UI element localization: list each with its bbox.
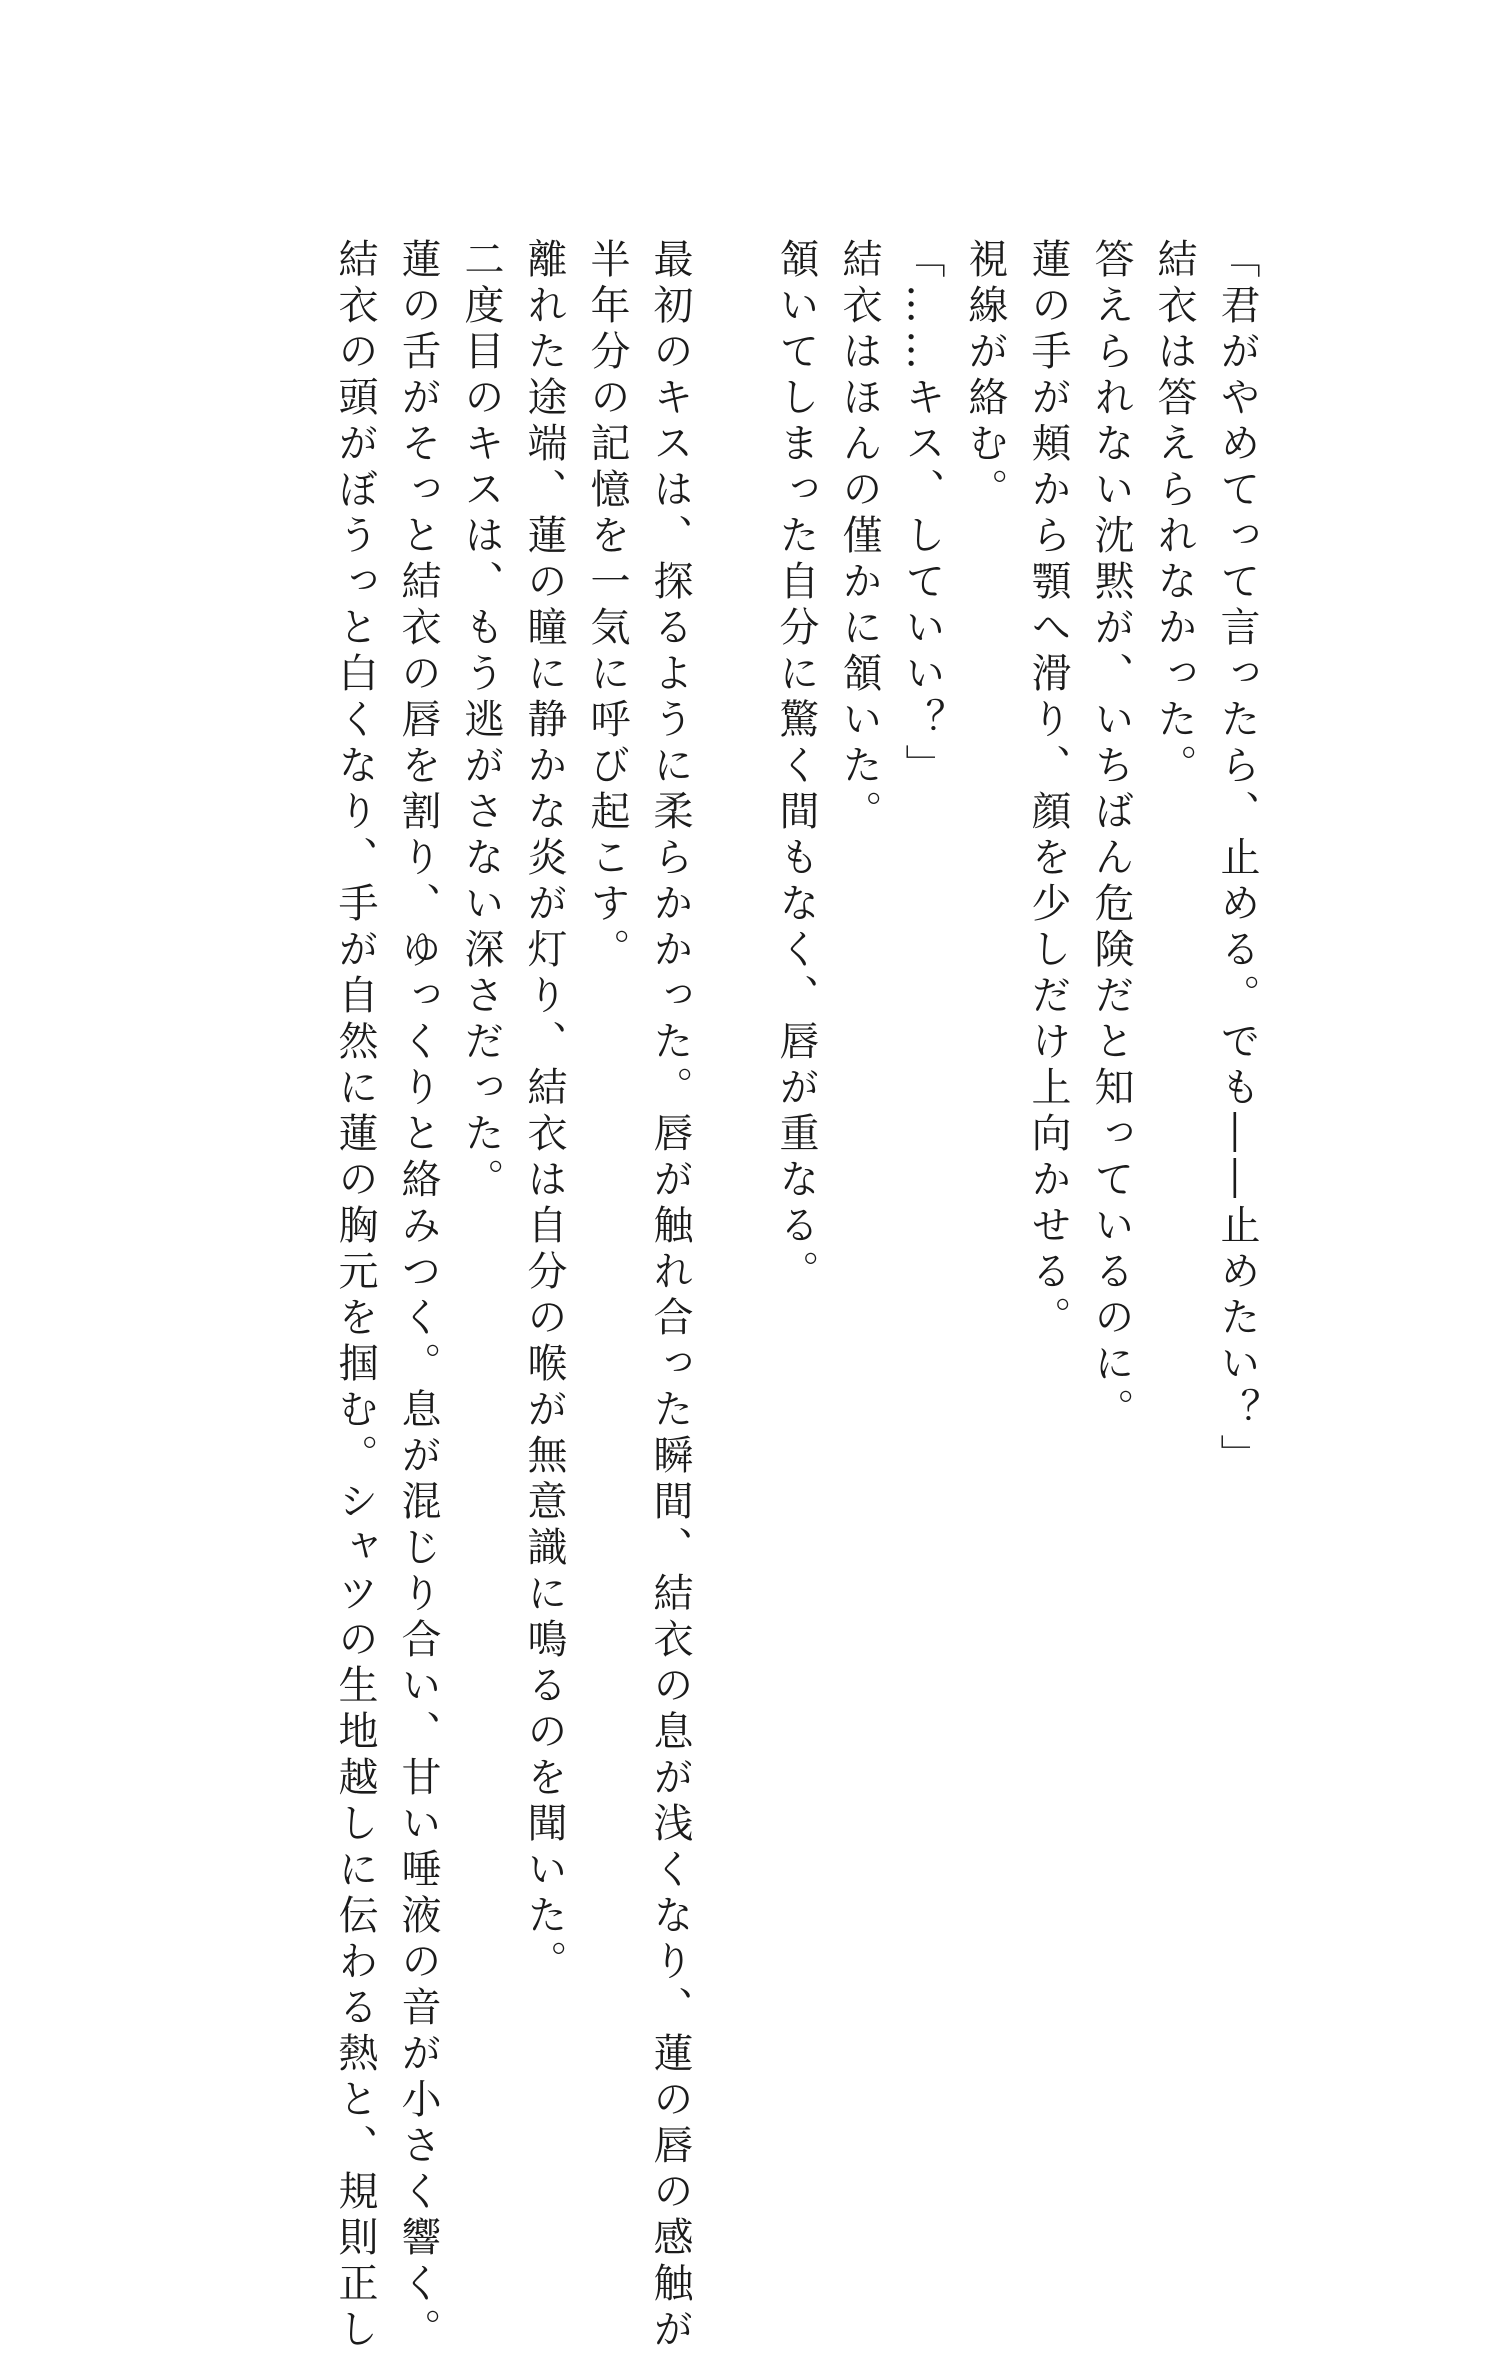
text-line: 最初のキスは、探るように柔らかかった。唇が触れ合った瞬間、結衣の息が浅くなり、蓮の唇の感触が	[647, 238, 693, 2354]
paragraph-break	[701, 238, 764, 1798]
text-line: 視線が絡む。	[962, 238, 1008, 514]
text-line: 結衣の頭がぼうっと白くなり、手が自然に蓮の胸元を掴む。シャツの生地越しに伝わる熱と、規則正し	[332, 238, 378, 2354]
text-line: 結衣は答えられなかった。	[1151, 238, 1197, 790]
text-line: 「君がやめてって言ったら、止める。でも――止めたい？」	[1214, 238, 1260, 1480]
text-line: 結衣はほんの僅かに頷いた。	[836, 238, 882, 836]
text-line: 答えられない沈黙が、いちばん危険だと知っているのに。	[1088, 238, 1134, 1434]
text-line: 半年分の記憶を一気に呼び起こす。	[584, 238, 630, 974]
text-line: 蓮の手が頬から顎へ滑り、顔を少しだけ上向かせる。	[1025, 238, 1071, 1342]
text-line: 蓮の舌がそっと結衣の唇を割り、ゆっくりと絡みつく。息が混じり合い、甘い唾液の音が小さく響く。	[395, 238, 441, 2354]
text-line: 離れた途端、蓮の瞳に静かな炎が灯り、結衣は自分の喉が無意識に鳴るのを聞いた。	[521, 238, 567, 1986]
text-line: 頷いてしまった自分に驚く間もなく、唇が重なる。	[773, 238, 819, 1296]
vertical-text-body	[228, 238, 1268, 2354]
text-line: 二度目のキスは、もう逃がさない深さだった。	[458, 238, 504, 1204]
text-line: 「……キス、していい？」	[899, 238, 945, 790]
